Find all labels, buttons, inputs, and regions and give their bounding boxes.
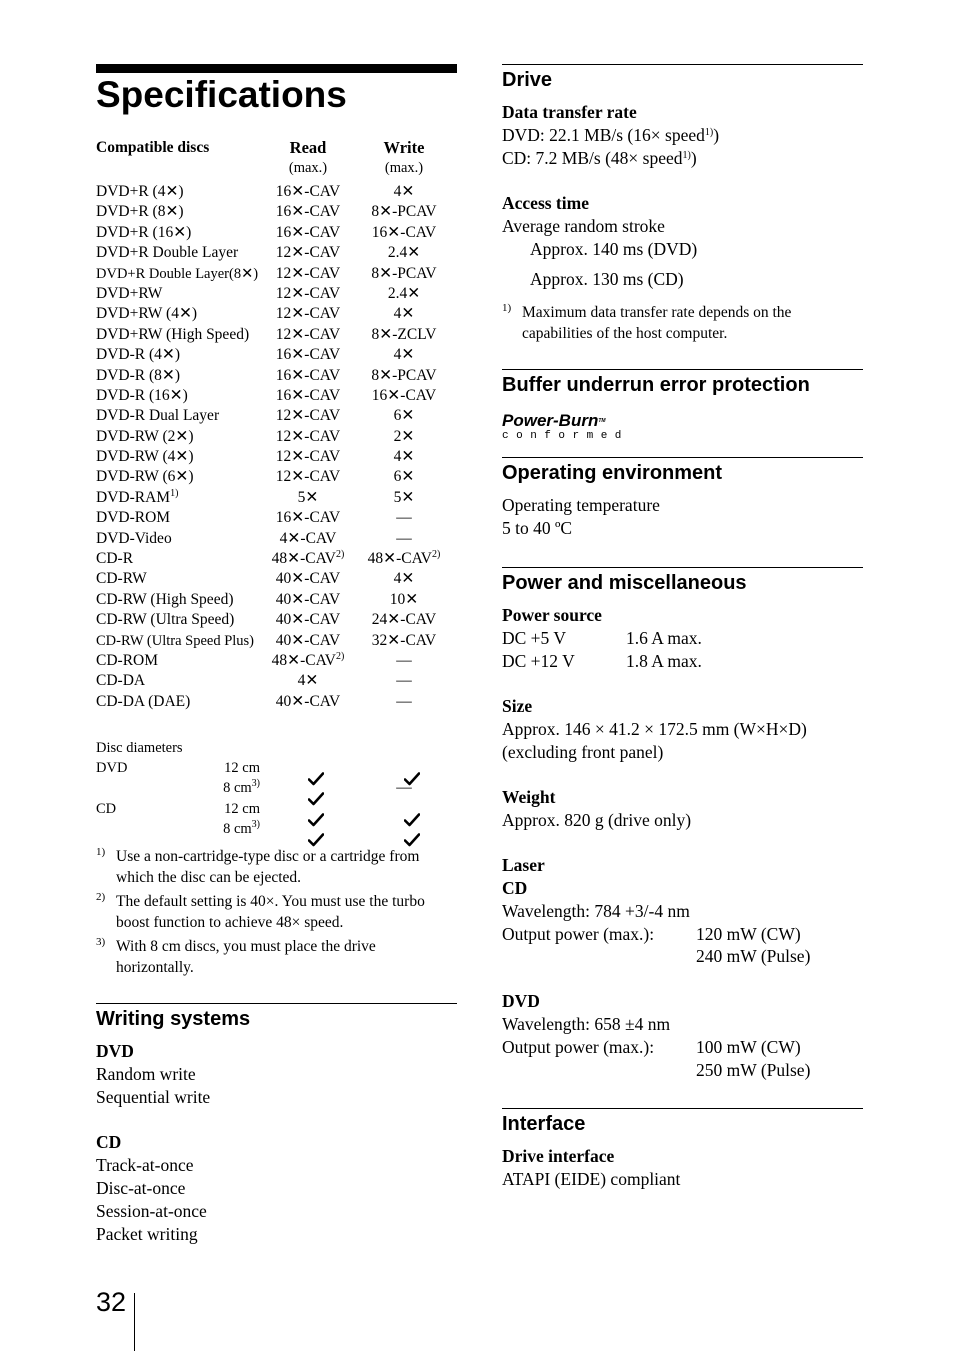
compat-disc-text: CD-DA [96, 672, 146, 690]
compat-write-text: 32✕-CAV [371, 631, 437, 649]
compat-row [96, 182, 457, 202]
compat-disc-text: DVD+RW (4✕) [96, 305, 198, 323]
title-rule [96, 64, 457, 73]
access-dvd: Approx. 140 ms (DVD) [530, 239, 698, 259]
compat-write-text: — [396, 651, 412, 669]
compat-disc-text: CD-ROM [96, 651, 159, 669]
compat-disc [96, 569, 147, 589]
compat-write [354, 692, 454, 712]
compat-write [354, 284, 454, 304]
compat-row [96, 467, 457, 487]
access-cd: Approx. 130 ms (CD) [530, 269, 684, 289]
compat-write-text: 24✕-CAV [371, 611, 437, 629]
diameter-read [258, 778, 358, 798]
compat-write [354, 386, 454, 406]
writing-cd-label: CD [96, 1132, 122, 1152]
power-rule [502, 567, 863, 568]
laser-dvd-cw: 100 mW (CW) [696, 1037, 801, 1057]
compat-disc-text: DVD-R (16✕) [96, 386, 188, 404]
interface-rule [502, 1108, 863, 1109]
compat-disc [96, 549, 133, 569]
diameter-read [258, 799, 358, 819]
compat-read [258, 447, 358, 467]
compat-disc-text: CD-R [96, 550, 134, 568]
compat-row [96, 549, 457, 569]
diameter-write [354, 758, 454, 778]
compat-read-text: 16✕-CAV [275, 386, 341, 404]
laser-label: Laser [502, 855, 545, 875]
compat-write-text: 2.4✕ [387, 284, 421, 302]
left-footnote-text: The default setting is 40×. You must use the turbo boost function to achieve 48× speed. [116, 893, 425, 931]
diameter-disc: DVD [96, 760, 128, 776]
compat-read [258, 631, 358, 651]
diameter-read [258, 758, 358, 778]
compat-row [96, 223, 457, 243]
compat-read-sup: 2) [336, 549, 345, 561]
diameter-row [96, 758, 457, 778]
operating-rule [502, 457, 863, 458]
compat-write [354, 447, 454, 467]
interface-label: Drive interface [502, 1146, 615, 1166]
page-title: Specifications [96, 74, 347, 115]
compat-read-text: 12✕-CAV [275, 448, 341, 466]
compat-row [96, 590, 457, 610]
dtr-cd-text: CD: 7.2 MB/s (48× speed [502, 148, 683, 168]
compat-read-text: 12✕-CAV [275, 427, 341, 445]
compat-disc [96, 610, 234, 630]
compat-read [258, 529, 358, 549]
power-burn-logo-sub: conformed [502, 430, 629, 442]
compat-disc-text: CD-DA (DAE) [96, 692, 191, 710]
compat-disc [96, 508, 170, 528]
compat-write-text: 2.4✕ [387, 244, 421, 262]
compat-row [96, 488, 457, 508]
compat-write-text: 4✕ [393, 305, 415, 323]
compat-row [96, 569, 457, 589]
compat-write-text: 16✕-CAV [371, 223, 437, 241]
compat-read [258, 671, 358, 691]
operating-temp-value: 5 to 40 ºC [502, 518, 573, 538]
compat-write-text: 6✕ [393, 468, 415, 486]
compat-read-text: 12✕-CAV [275, 468, 341, 486]
compat-rows [96, 182, 457, 712]
writing-dvd-item: Random write [96, 1064, 196, 1084]
compat-disc-text: DVD-Video [96, 529, 172, 547]
compat-read [258, 182, 358, 202]
laser-dvd-label: DVD [502, 991, 540, 1011]
buffer-rule [502, 369, 863, 370]
compat-disc-text: CD-RW [96, 570, 147, 588]
diameter-size-text: 8 cm [223, 780, 252, 797]
compat-row [96, 325, 457, 345]
compat-read-text: 5✕ [297, 488, 319, 506]
compat-read-text: 12✕-CAV [275, 264, 341, 282]
compat-write-text: — [396, 672, 412, 690]
compat-write [354, 325, 454, 345]
writing-cd-item: Session-at-once [96, 1201, 207, 1221]
compat-disc-text: CD-RW (Ultra Speed) [96, 611, 235, 629]
laser-dvd-pulse: 250 mW (Pulse) [696, 1060, 811, 1080]
compat-read-text: 12✕-CAV [275, 305, 341, 323]
dc5-value: 1.6 A max. [626, 628, 702, 648]
compat-read-text: 40✕-CAV [275, 590, 341, 608]
compat-read [258, 651, 358, 671]
compat-disc [96, 223, 191, 243]
compat-read-text: 16✕-CAV [275, 183, 341, 200]
compat-disc [96, 366, 180, 386]
diameter-row [96, 819, 457, 839]
compat-read [258, 304, 358, 324]
compat-disc [96, 590, 233, 610]
compat-read-sup: 2) [336, 650, 345, 662]
compat-write-text: — [396, 692, 412, 710]
compat-read [258, 223, 358, 243]
compat-row [96, 304, 457, 324]
diameter-table [96, 738, 457, 840]
compat-disc [96, 467, 194, 487]
compat-read [258, 243, 358, 263]
compat-write [354, 345, 454, 365]
diameter-row [96, 778, 457, 798]
writing-cd-item: Packet writing [96, 1224, 198, 1244]
drive-heading: Drive [502, 69, 553, 91]
compat-disc-text: DVD-R (8✕) [96, 366, 181, 384]
dtr-dvd [502, 124, 719, 147]
compat-disc [96, 529, 172, 549]
compat-write [354, 202, 454, 222]
compat-read-text: 4✕ [297, 672, 319, 690]
compat-read-text: 40✕-CAV [275, 631, 341, 649]
diameter-size [196, 778, 260, 798]
compat-read [258, 569, 358, 589]
compat-row [96, 671, 457, 691]
compat-read-text: 16✕-CAV [275, 509, 341, 527]
drive-footnote-num: 1) [502, 302, 512, 314]
compat-row [96, 529, 457, 549]
diameter-row [96, 799, 457, 819]
diameter-write-text: — [396, 779, 412, 797]
compat-write-text: 8✕-ZCLV [371, 325, 437, 343]
compat-disc [96, 671, 145, 691]
compat-write-text: 6✕ [393, 407, 415, 425]
compat-disc [96, 447, 194, 467]
dtr-dvd-sup: 1) [704, 127, 714, 138]
compat-read-text: 48✕-CAV [271, 550, 337, 568]
compat-disc [96, 427, 194, 447]
compat-disc [96, 304, 197, 324]
writing-cd-item: Disc-at-once [96, 1178, 186, 1198]
diameter-title: Disc diameters [96, 740, 183, 756]
power-source-label: Power source [502, 605, 602, 625]
compat-disc [96, 325, 249, 345]
compat-disc-text: DVD+RW [96, 284, 163, 302]
compat-read-text: 40✕-CAV [275, 692, 341, 710]
compat-header-write-sub: (max.) [384, 160, 424, 176]
compat-write-text: 4✕ [393, 570, 415, 588]
compat-disc [96, 345, 180, 365]
diameter-size [196, 758, 260, 778]
compat-read [258, 202, 358, 222]
compat-row [96, 243, 457, 263]
compat-write [354, 427, 454, 447]
compat-disc [96, 386, 188, 406]
compat-disc-sup: 1) [170, 487, 179, 499]
diameter-size-sup: 3) [251, 778, 260, 790]
compat-read-text: 12✕-CAV [275, 244, 341, 262]
laser-dvd-wavelength: Wavelength: 658 ±4 nm [502, 1014, 671, 1034]
compat-row [96, 427, 457, 447]
compat-row [96, 508, 457, 528]
dc12-value: 1.8 A max. [626, 651, 702, 671]
power-burn-logo [502, 412, 629, 442]
compat-write-text: 4✕ [393, 183, 415, 200]
compat-disc-text: DVD+R Double Layer(8✕) [96, 265, 259, 282]
diameter-size-text: 8 cm [223, 821, 252, 838]
compat-write-text: — [396, 509, 412, 527]
compat-disc-text: DVD-RAM [96, 488, 171, 506]
diameter-rows [96, 758, 457, 840]
compat-read [258, 284, 358, 304]
compat-read-text: 40✕-CAV [275, 570, 341, 588]
laser-cd-pulse: 240 mW (Pulse) [696, 946, 811, 966]
compat-read-text: 4✕-CAV [279, 529, 337, 547]
dc12-label: DC +12 V [502, 651, 575, 671]
compat-write [354, 508, 454, 528]
compat-read [258, 264, 358, 284]
compat-disc-text: DVD-RW (4✕) [96, 448, 194, 466]
compat-header-disc: Compatible discs [96, 139, 210, 156]
power-burn-logo-tm: TM [598, 418, 606, 424]
compat-write [354, 366, 454, 386]
dtr-dvd-close: ) [713, 125, 720, 145]
compat-row [96, 692, 457, 712]
laser-cd-cw: 120 mW (CW) [696, 924, 801, 944]
diameter-read [258, 819, 358, 839]
compat-row [96, 651, 457, 671]
compat-row [96, 631, 457, 651]
left-footnote-num: 2) [96, 891, 106, 903]
access-sub: Average random stroke [502, 216, 665, 236]
compat-disc-text: DVD-RW (2✕) [96, 427, 194, 445]
compat-row [96, 447, 457, 467]
dtr-dvd-text: DVD: 22.1 MB/s (16× speed [502, 125, 705, 145]
diameter-size-text: 12 cm [224, 760, 260, 776]
writing-rule [96, 1003, 457, 1004]
access-label: Access time [502, 193, 589, 213]
writing-dvd-item: Sequential write [96, 1087, 211, 1107]
compat-write [354, 264, 454, 284]
dtr-cd-sup: 1) [682, 150, 691, 161]
compat-row [96, 345, 457, 365]
compat-write-text: 4✕ [393, 448, 415, 466]
compat-read [258, 549, 358, 569]
compat-write-text: 4✕ [393, 346, 415, 364]
compat-write [354, 182, 454, 202]
compat-read-text: 48✕-CAV [271, 651, 337, 669]
compat-disc [96, 284, 162, 304]
writing-heading: Writing systems [96, 1008, 251, 1030]
compat-write [354, 243, 454, 263]
weight-value: Approx. 820 g (drive only) [502, 810, 692, 830]
compat-read-text: 16✕-CAV [275, 366, 341, 384]
compat-table [96, 138, 457, 712]
compat-disc-text: DVD+RW (High Speed) [96, 325, 250, 343]
dtr-cd [502, 147, 697, 170]
compat-write-text: 8✕-PCAV [371, 264, 437, 282]
compat-write-text: 5✕ [393, 488, 415, 506]
buffer-heading: Buffer underrun error protection [502, 374, 810, 396]
compat-row [96, 284, 457, 304]
compat-disc-text: DVD+R (8✕) [96, 203, 184, 221]
interface-value: ATAPI (EIDE) compliant [502, 1169, 681, 1189]
laser-dvd-output-label: Output power (max.): [502, 1037, 655, 1057]
writing-cd-item: Track-at-once [96, 1155, 194, 1175]
weight-label: Weight [502, 787, 556, 807]
power-burn-logo-main [502, 412, 629, 430]
drive-footnote-text: Maximum data transfer rate depends on the capabilities of the host computer. [522, 304, 792, 342]
page-number: 32 [96, 1287, 127, 1317]
compat-read [258, 467, 358, 487]
left-footnote-num: 1) [96, 846, 106, 858]
compat-write [354, 569, 454, 589]
compat-write-text: 8✕-PCAV [371, 203, 437, 221]
compat-disc [96, 202, 184, 222]
compat-read [258, 345, 358, 365]
size-note: (excluding front panel) [502, 742, 664, 762]
size-label: Size [502, 696, 533, 716]
compat-disc-text: CD-RW (Ultra Speed Plus) [96, 632, 255, 649]
compat-write [354, 651, 454, 671]
compat-read-text: 12✕-CAV [275, 284, 341, 302]
diameter-size-sup: 3) [251, 819, 260, 831]
compat-write [354, 223, 454, 243]
compat-write [354, 467, 454, 487]
laser-cd-label: CD [502, 878, 528, 898]
compat-row [96, 366, 457, 386]
compat-read-text: 16✕-CAV [275, 203, 341, 221]
compat-disc-text: DVD-R Dual Layer [96, 407, 220, 425]
compat-disc [96, 692, 190, 712]
compat-write-text: — [396, 529, 412, 547]
compat-write-text: 16✕-CAV [371, 386, 437, 404]
compat-read-text: 16✕-CAV [275, 223, 341, 241]
compat-write-text: 2✕ [393, 427, 415, 445]
interface-heading: Interface [502, 1113, 586, 1135]
diameter-write [354, 778, 454, 798]
compat-write-text: 48✕-CAV [367, 550, 433, 568]
size-value: Approx. 146 × 41.2 × 172.5 mm (W×H×D) [502, 719, 807, 739]
compat-disc [96, 264, 258, 284]
laser-cd-output-label: Output power (max.): [502, 924, 655, 944]
compat-read [258, 610, 358, 630]
compat-disc [96, 631, 254, 651]
compat-read [258, 488, 358, 508]
page-number-rule [134, 1293, 135, 1351]
diameter-size [196, 819, 260, 839]
operating-heading: Operating environment [502, 462, 723, 484]
laser-cd-wavelength: Wavelength: 784 +3/-4 nm [502, 901, 690, 921]
left-footnote-text: Use a non-cartridge-type disc or a cartridge from which the disc can be ejected. [116, 848, 420, 886]
compat-header-read-sub: (max.) [288, 160, 328, 176]
compat-write-text: 10✕ [389, 590, 419, 608]
dc5-label: DC +5 V [502, 628, 567, 648]
compat-disc-text: DVD+R (4✕) [96, 183, 184, 200]
compat-write [354, 488, 454, 508]
compat-row [96, 264, 457, 284]
diameter-write [354, 819, 454, 839]
compat-disc-text: DVD-ROM [96, 509, 171, 527]
diameter-disc: CD [96, 800, 117, 817]
compat-write [354, 590, 454, 610]
compat-disc-text: CD-RW (High Speed) [96, 590, 234, 608]
compat-write [354, 631, 454, 651]
compat-read [258, 692, 358, 712]
compat-disc-text: DVD+R (16✕) [96, 223, 192, 241]
compat-read [258, 427, 358, 447]
operating-temp-label: Operating temperature [502, 495, 660, 515]
compat-write-text: 8✕-PCAV [371, 366, 437, 384]
diameter-size-text: 12 cm [224, 800, 260, 817]
compat-disc-text: DVD-RW (6✕) [96, 468, 194, 486]
diameter-write [354, 799, 454, 819]
compat-read [258, 406, 358, 426]
compat-read-text: 12✕-CAV [275, 325, 341, 343]
dtr-cd-close: ) [690, 148, 697, 168]
compat-write-sup: 2) [432, 549, 441, 561]
compat-disc-text: DVD-R (4✕) [96, 346, 181, 364]
compat-write [354, 406, 454, 426]
compat-read [258, 366, 358, 386]
compat-disc [96, 243, 238, 263]
compat-disc [96, 406, 219, 426]
compat-row [96, 406, 457, 426]
compat-row [96, 610, 457, 630]
compat-row [96, 386, 457, 406]
compat-disc [96, 651, 158, 671]
compat-write [354, 610, 454, 630]
compat-header-read: Read [289, 138, 327, 157]
compat-row [96, 202, 457, 222]
left-footnote-text: With 8 cm discs, you must place the drive horizontally. [116, 938, 376, 976]
dtr-label: Data transfer rate [502, 102, 637, 122]
compat-read-text: 40✕-CAV [275, 611, 341, 629]
compat-read [258, 386, 358, 406]
compat-write [354, 549, 454, 569]
compat-disc [96, 488, 178, 508]
compat-disc [96, 182, 184, 202]
compat-header-write: Write [383, 138, 425, 157]
compat-read [258, 590, 358, 610]
drive-rule [502, 64, 863, 65]
compat-read [258, 325, 358, 345]
power-heading: Power and miscellaneous [502, 572, 747, 594]
left-footnote-num: 3) [96, 936, 106, 948]
writing-dvd-label: DVD [96, 1041, 134, 1061]
compat-read [258, 508, 358, 528]
compat-write [354, 529, 454, 549]
compat-read-text: 16✕-CAV [275, 346, 341, 364]
compat-read-text: 12✕-CAV [275, 407, 341, 425]
power-burn-logo-text: Power-Burn [502, 411, 599, 430]
compat-write [354, 671, 454, 691]
compat-write [354, 304, 454, 324]
compat-disc-text: DVD+R Double Layer [96, 244, 239, 262]
diameter-size [196, 799, 260, 819]
